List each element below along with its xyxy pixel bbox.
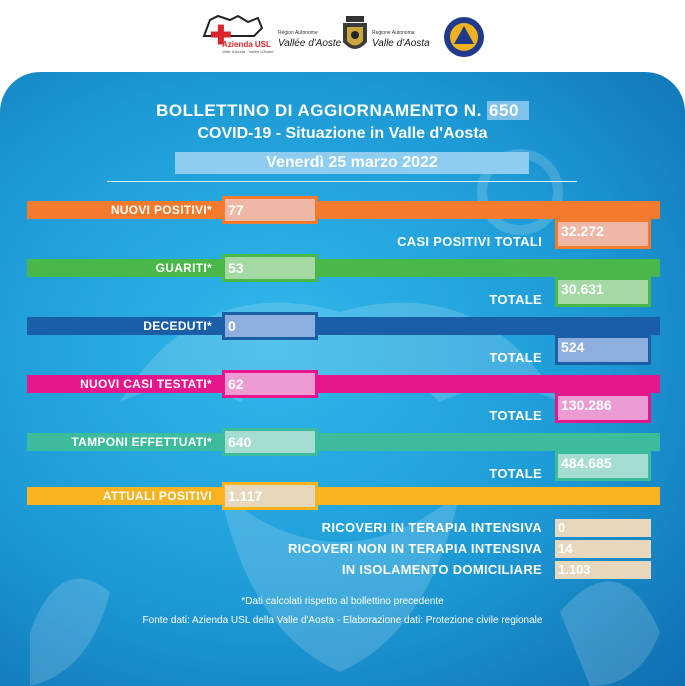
region-name-fr: Vallée d'Aoste — [278, 38, 342, 49]
stat-label: GUARITI* — [155, 261, 212, 275]
stat-value: 62 — [222, 370, 318, 398]
usl-name: Azienda USL — [222, 40, 271, 49]
stat-total-value: 32.272 — [555, 219, 651, 249]
bulletin-subtitle: COVID-19 - Situazione in Valle d'Aosta — [197, 125, 488, 142]
region-logo-it — [372, 28, 430, 49]
logo-bar — [0, 0, 685, 72]
bulletin-title-prefix: BOLLETTINO DI AGGIORNAMENTO N. — [156, 101, 482, 120]
breakdown-value: 0 — [555, 519, 651, 537]
civil-protection-icon — [443, 16, 485, 63]
stat-label: TAMPONI EFFETTUATI* — [71, 435, 212, 449]
stat-total-label: TOTALE — [489, 292, 542, 307]
stat-total-label: TOTALE — [489, 350, 542, 365]
stat-label: NUOVI CASI TESTATI* — [80, 377, 212, 391]
stat-total-value: 130.286 — [555, 393, 651, 423]
bulletin-title — [0, 101, 685, 121]
stat-total-label: CASI POSITIVI TOTALI — [397, 234, 542, 249]
divider — [107, 181, 577, 182]
breakdown-value: 1.103 — [555, 561, 651, 579]
region-small-label-2: Regione Autonoma — [372, 30, 415, 36]
breakdown-label: RICOVERI NON IN TERAPIA INTENSIVA — [287, 541, 542, 556]
current-positive-label: ATTUALI POSITIVI — [102, 489, 212, 503]
bulletin-panel — [0, 72, 685, 686]
stat-total-value: 30.631 — [555, 277, 651, 307]
stat-value: 77 — [222, 196, 318, 224]
stat-value: 0 — [222, 312, 318, 340]
stat-total-label: TOTALE — [489, 466, 542, 481]
region-shield-icon — [342, 16, 368, 61]
stat-label: NUOVI POSITIVI* — [110, 203, 212, 217]
breakdown-label: RICOVERI IN TERAPIA INTENSIVA — [321, 520, 542, 535]
region-name-it: Valle d'Aosta — [372, 38, 430, 49]
region-small-label: Région Autonome — [278, 30, 318, 36]
usl-logo — [200, 14, 274, 56]
stat-label: DECEDUTI* — [143, 319, 212, 333]
data-source: Fonte dati: Azienda USL della Valle d'Aosta - Elaborazione dati: Protezione civile regionale — [142, 615, 543, 626]
footnote: *Dati calcolati rispetto al bollettino precedente — [241, 596, 444, 607]
stat-total-value: 484.685 — [555, 451, 651, 481]
stat-total-label: TOTALE — [489, 408, 542, 423]
region-logo-fr — [278, 28, 341, 49]
stat-total-value: 524 — [555, 335, 651, 365]
stat-value: 640 — [222, 428, 318, 456]
bulletin-number: 650 — [487, 101, 529, 120]
stat-value: 53 — [222, 254, 318, 282]
usl-cross-icon: ✚ — [210, 20, 232, 50]
breakdown-label: IN ISOLAMENTO DOMICILIARE — [341, 562, 542, 577]
bulletin-date: Venerdì 25 marzo 2022 — [175, 152, 529, 174]
usl-sub: Valle d'Aosta - Vallée d'Aoste — [222, 49, 274, 54]
breakdown-value: 14 — [555, 540, 651, 558]
current-positive-value: 1.117 — [222, 482, 318, 510]
